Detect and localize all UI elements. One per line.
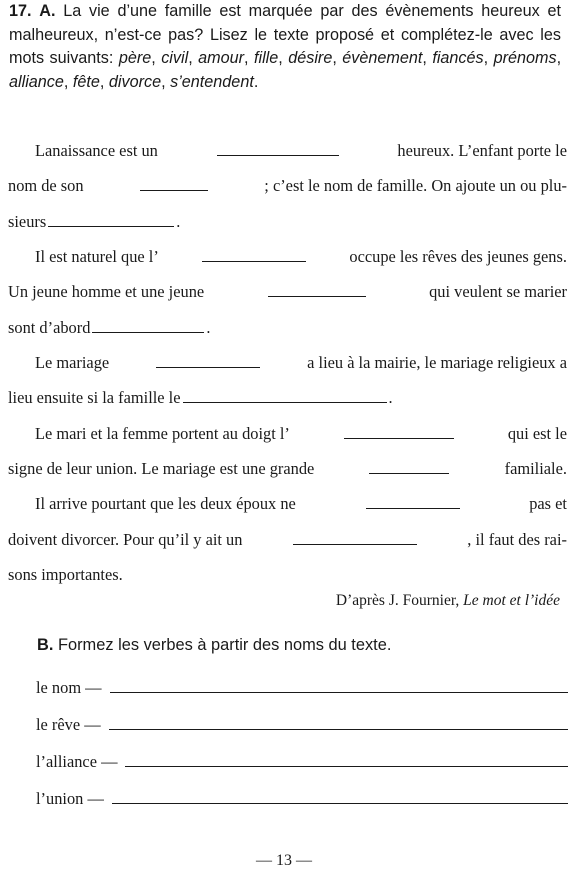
text-segment: sons importantes. xyxy=(8,565,123,584)
text-segment: pas et xyxy=(529,494,567,513)
noun-label: l’alliance — xyxy=(36,752,118,771)
answer-blank[interactable] xyxy=(156,366,260,368)
part-b-text: Formez les verbes à partir des noms du texte. xyxy=(57,636,392,654)
text-segment: . xyxy=(206,318,211,337)
text-segment: doivent divorcer. Pour qu’il y ait un xyxy=(8,530,243,549)
answer-blank[interactable] xyxy=(183,401,387,403)
verb-exercise-row xyxy=(36,715,568,743)
text-segment: . xyxy=(176,212,181,231)
part-b-instruction xyxy=(37,636,391,655)
exercise-number: 17. xyxy=(9,2,32,20)
answer-line[interactable] xyxy=(125,765,568,767)
source-author: D’après J. Fournier, xyxy=(335,592,464,609)
noun-label: le rêve — xyxy=(36,715,101,734)
part-b-label: B. xyxy=(37,636,54,654)
text-segment: familiale. xyxy=(504,459,567,478)
text-segment: heureux. L’enfant porte le xyxy=(397,141,567,160)
answer-blank[interactable] xyxy=(369,472,449,474)
text-line xyxy=(8,451,567,487)
answer-blank[interactable] xyxy=(48,225,174,227)
text-segment: Il arrive pourtant que les deux époux ne xyxy=(35,494,296,513)
text-line xyxy=(8,310,567,346)
text-line xyxy=(8,239,567,275)
text-segment: , il faut des rai- xyxy=(467,530,567,549)
word-list-item: amour xyxy=(198,49,245,67)
exercise-instruction xyxy=(9,0,561,94)
text-segment: Le mari et la femme portent au doigt l’ xyxy=(35,424,290,443)
answer-blank[interactable] xyxy=(92,331,204,333)
text-line xyxy=(8,345,567,381)
text-segment: sieurs xyxy=(8,212,47,231)
text-segment: a lieu à la mairie, le mariage religieux a xyxy=(307,353,567,372)
answer-blank[interactable] xyxy=(293,543,417,545)
text-segment: nom de son xyxy=(8,176,84,195)
text-segment: Lanaissance est un xyxy=(35,141,158,160)
text-line xyxy=(8,522,567,558)
answer-line[interactable] xyxy=(110,691,568,693)
text-segment: lieu ensuite si la famille le xyxy=(8,388,181,407)
part-a-instruction: La vie d’une famille est marquée par des évènements heureux et malheureux, n’est-ce pas? Lisez le texte proposé et complétez-le avec les mots suivants: xyxy=(9,2,562,67)
verb-exercise-row xyxy=(36,789,568,817)
text-line xyxy=(8,274,567,310)
text-line xyxy=(8,204,567,240)
answer-blank[interactable] xyxy=(217,154,339,156)
text-line xyxy=(8,486,567,522)
text-line xyxy=(8,380,567,416)
page-number: — 13 — xyxy=(256,852,312,869)
word-list-item: alliance xyxy=(9,72,64,91)
word-list: père, civil, amour, fille, désire, évènement, fiancés, prénoms, alliance, fête, divorce, s’entendent. xyxy=(9,49,562,91)
verb-exercise-row xyxy=(36,678,568,706)
word-list-item: évènement xyxy=(342,49,423,67)
part-a-label: A. xyxy=(39,2,56,20)
answer-blank[interactable] xyxy=(366,507,460,509)
word-list-item: divorce xyxy=(108,72,162,91)
answer-line[interactable] xyxy=(112,802,568,804)
word-list-item: fête xyxy=(72,72,100,91)
text-segment: ; c’est le nom de famille. On ajoute un ou plu- xyxy=(264,176,567,195)
answer-blank[interactable] xyxy=(268,295,366,297)
word-list-item: fiancés xyxy=(432,49,484,67)
word-list-item: s’entendent xyxy=(170,72,254,91)
word-list-item: désire xyxy=(288,49,333,67)
word-list-item: civil xyxy=(161,49,189,67)
answer-blank[interactable] xyxy=(344,437,454,439)
text-segment: Un jeune homme et une jeune xyxy=(8,282,205,301)
text-line xyxy=(8,416,567,452)
text-line xyxy=(8,133,567,169)
word-list-item: père xyxy=(118,49,152,67)
word-list-item: fille xyxy=(253,49,279,67)
text-segment: Le mariage xyxy=(35,353,110,372)
answer-blank[interactable] xyxy=(202,260,306,262)
text-segment: qui est le xyxy=(507,424,567,443)
verb-exercise-row xyxy=(36,752,568,780)
text-segment: Il est naturel que l’ xyxy=(35,247,159,266)
text-line xyxy=(8,168,567,204)
source-title: Le mot et l’idée xyxy=(463,592,560,609)
noun-label: le nom — xyxy=(36,678,102,697)
source-citation xyxy=(336,592,560,610)
text-segment: qui veulent se marier xyxy=(429,282,567,301)
text-segment: occupe les rêves des jeunes gens. xyxy=(349,247,567,266)
answer-line[interactable] xyxy=(109,728,568,730)
answer-blank[interactable] xyxy=(140,189,208,191)
word-list-item: prénoms xyxy=(493,49,557,67)
text-line xyxy=(8,557,567,593)
text-segment: signe de leur union. Le mariage est une grande xyxy=(8,459,315,478)
noun-label: l’union — xyxy=(36,789,104,808)
text-segment: sont d’abord xyxy=(8,318,91,337)
text-segment: . xyxy=(388,388,393,407)
